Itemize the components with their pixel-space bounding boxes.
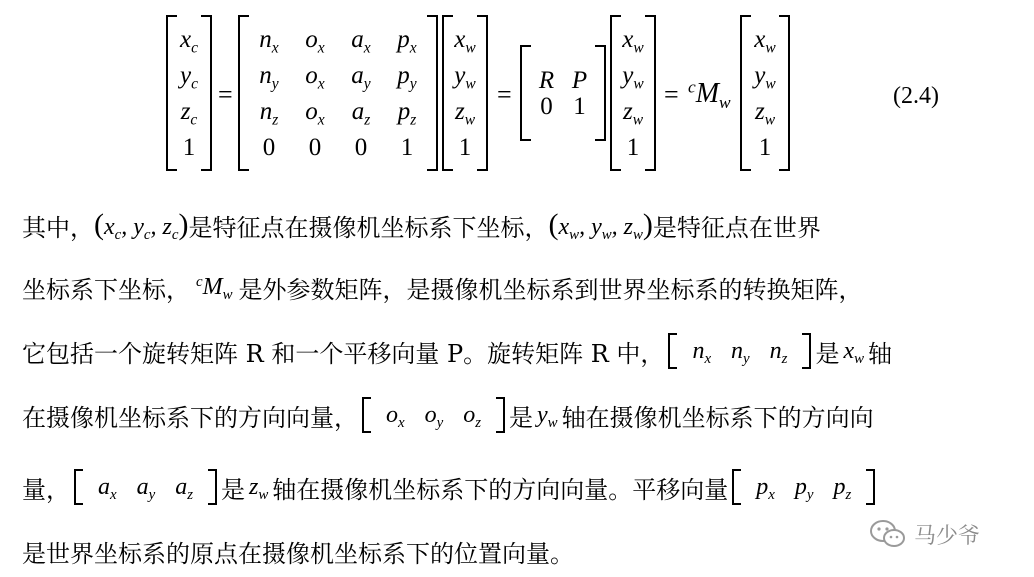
matrix-cell: 1 [573, 92, 586, 120]
matrix-cell: $x_w$ [622, 25, 644, 56]
text-segment: 坐标系下坐标， [22, 275, 190, 304]
matrix-cell: $y_w$ [754, 61, 776, 92]
extrinsic-matrix-symbol: $^cM_w$ [688, 77, 731, 113]
watermark-label: 马少爷 [914, 523, 981, 549]
matrix-cell: $a_x$ [351, 25, 371, 56]
matrix-cell: $p_x$ [397, 25, 417, 56]
world-vector [740, 15, 790, 171]
matrix-cell: $p_y$ [397, 61, 417, 92]
matrix-cell: $z_w$ [754, 97, 776, 128]
matrix-cell: $x_w$ [454, 25, 476, 56]
paragraph-line-6 [22, 526, 574, 576]
matrix-cell: 1 [758, 133, 772, 161]
matrix-cell: $n_z$ [259, 97, 279, 128]
watermark [868, 518, 980, 550]
camera-coords-tuple: ($x_c$, $y_c$, $z_c$) [94, 208, 189, 244]
text-segment: 轴 [868, 339, 893, 368]
text-segment: 其中， [22, 213, 94, 242]
p-vector: $p_x$ $p_y$ $p_z$ [732, 469, 875, 505]
text-segment: 是外参数矩阵，是摄像机坐标系到世界坐标系的转换矩阵， [238, 275, 863, 304]
matrix-cell: $a_z$ [351, 97, 371, 128]
matrix-cell: $n_x$ [259, 25, 279, 56]
world-vector [442, 15, 488, 171]
matrix-cell: $p_z$ [397, 97, 417, 128]
matrix-cell: 1 [182, 133, 196, 161]
matrix-cell: $n_y$ [259, 61, 279, 92]
paragraph-line-5 [22, 462, 879, 512]
matrix-cell: $z_w$ [622, 97, 644, 128]
matrix-cell: $x_c$ [180, 25, 198, 56]
text-segment: 是 [509, 403, 534, 432]
matrix-cell: $z_w$ [454, 97, 476, 128]
extrinsic-matrix-symbol: $^cM_w$ [196, 273, 233, 303]
world-coords-tuple: ($x_w$, $y_w$, $z_w$) [548, 208, 653, 244]
text-segment: 轴在摄像机坐标系下的方向向量。平移向量 [272, 475, 729, 504]
matrix-cell: $y_w$ [622, 61, 644, 92]
world-vector [610, 15, 656, 171]
matrix-cell: 0 [262, 133, 276, 161]
text-segment: 是 [221, 475, 246, 504]
equation [0, 0, 1034, 178]
camera-vector [166, 15, 212, 171]
text-segment: 量， [22, 475, 70, 504]
equals-sign: = [218, 80, 233, 109]
matrix-cell: $a_y$ [351, 61, 371, 92]
transform-matrix [238, 15, 438, 171]
equation-number: (2.4) [893, 83, 939, 109]
text-segment: 是世界坐标系的原点在摄像机坐标系下的位置向量。 [22, 539, 574, 568]
equals-sign: = [497, 80, 512, 109]
matrix-cell: 0 [540, 92, 553, 120]
wechat-icon [868, 518, 908, 550]
yw-symbol: $y_w$ [537, 401, 558, 431]
matrix-cell: 1 [400, 133, 414, 161]
matrix-cell: $y_c$ [180, 61, 198, 92]
paragraph-line-2 [22, 262, 863, 312]
matrix-cell: 1 [626, 133, 640, 161]
matrix-cell: R [538, 66, 555, 94]
n-vector: $n_x$ $n_y$ $n_z$ [668, 333, 811, 369]
matrix-cell: $x_w$ [754, 25, 776, 56]
matrix-cell: $o_x$ [305, 25, 325, 56]
matrix-cell: $o_x$ [305, 61, 325, 92]
text-segment: 轴在摄像机坐标系下的方向向 [561, 403, 874, 432]
text-segment: 是特征点在世界 [652, 213, 821, 242]
equals-sign: = [664, 80, 679, 109]
paragraph-line-4 [22, 390, 874, 440]
matrix-cell: $o_x$ [305, 97, 325, 128]
matrix-cell: 1 [458, 133, 472, 161]
text-segment: 是 [815, 339, 840, 368]
matrix-cell: $z_c$ [180, 97, 198, 128]
matrix-cell: P [571, 66, 588, 94]
text-segment: 在摄像机坐标系下的方向向量， [22, 403, 358, 432]
paragraph-line-1 [22, 200, 821, 250]
text-segment: 它包括一个旋转矩阵 R 和一个平移向量 P。旋转矩阵 R 中， [22, 339, 665, 368]
a-vector: $a_x$ $a_y$ $a_z$ [74, 469, 217, 505]
text-segment: 是特征点在摄像机坐标系下坐标， [188, 213, 549, 242]
paragraph-line-3 [22, 326, 892, 376]
matrix-cell: $y_w$ [454, 61, 476, 92]
xw-symbol: $x_w$ [843, 337, 865, 367]
o-vector: $o_x$ $o_y$ $o_z$ [362, 397, 505, 433]
matrix-cell: 0 [308, 133, 322, 161]
zw-symbol: $z_w$ [249, 473, 269, 503]
matrix-cell: 0 [354, 133, 368, 161]
rp-block-matrix [520, 45, 606, 141]
